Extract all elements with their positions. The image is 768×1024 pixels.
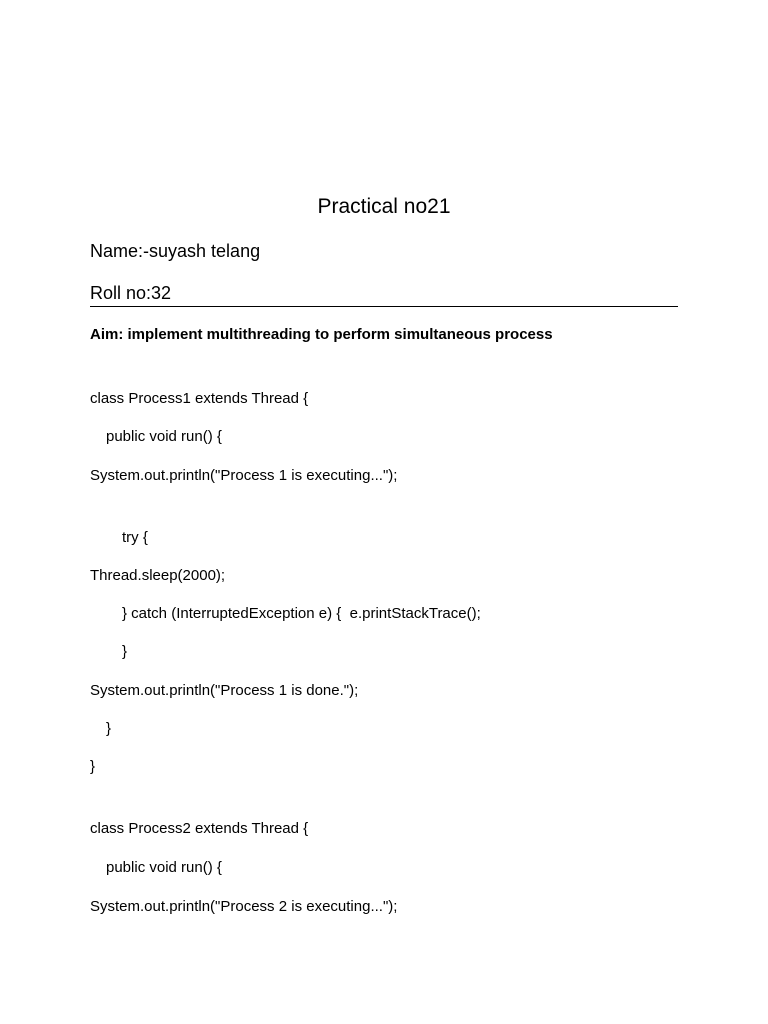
roll-number: Roll no:32 [90,283,172,303]
code-line: System.out.println("Process 2 is executing..."); [90,898,398,915]
code-line: public void run() { [106,428,222,445]
code-line: } [90,758,96,775]
header-divider [90,306,678,307]
code-line: class Process2 extends Thread { [90,820,309,837]
code-line: System.out.println("Process 1 is done."); [90,682,359,699]
code-line: } [106,720,112,737]
code-line: public void run() { [106,859,222,876]
code-line: class Process1 extends Thread { [90,390,309,407]
code-line: } [122,643,128,660]
code-line: try { [122,529,148,546]
page-title: Practical no21 [317,195,451,218]
aim-statement: Aim: implement multithreading to perform simultaneous process [90,326,553,343]
code-line: Thread.sleep(2000); [90,567,226,584]
student-name: Name:-suyash telang [90,241,261,261]
code-line: System.out.println("Process 1 is executing..."); [90,467,398,484]
code-line: } catch (InterruptedException e) { e.printStackTrace(); [122,605,481,622]
